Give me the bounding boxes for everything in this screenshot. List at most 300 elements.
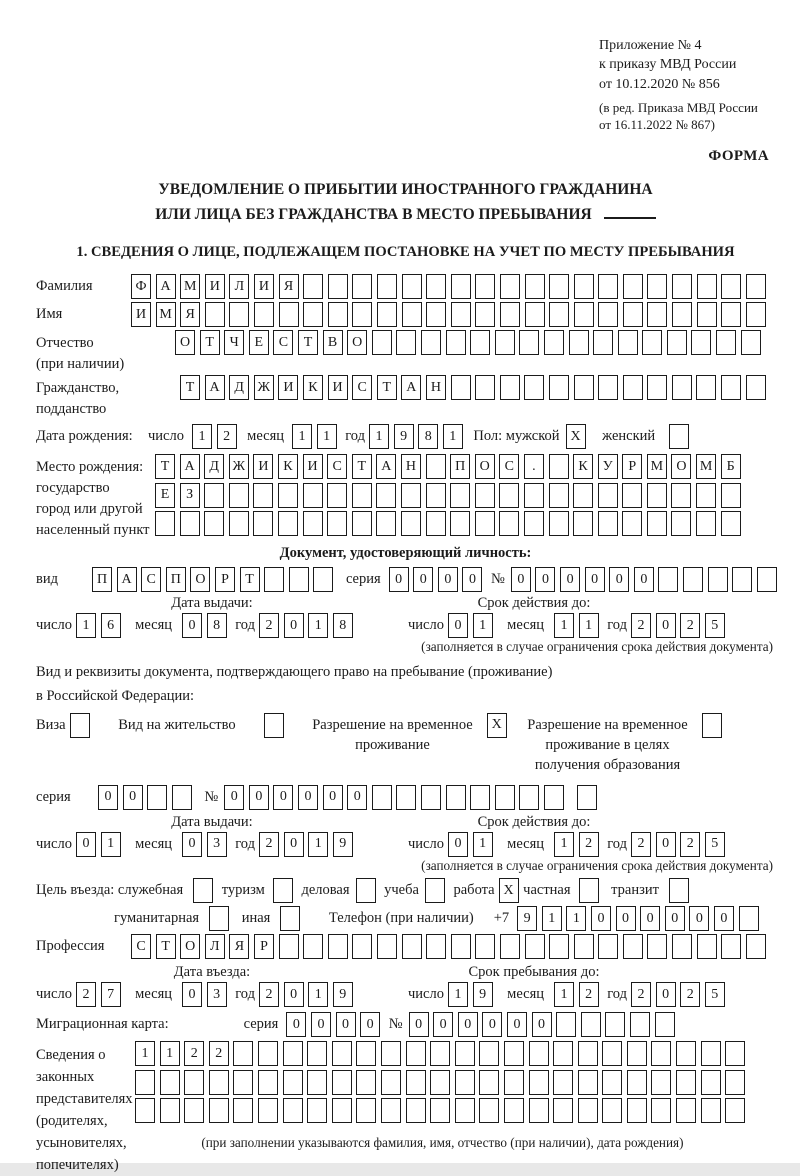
form-cell[interactable]: М (696, 454, 716, 479)
form-cell[interactable] (455, 1070, 475, 1095)
form-cell[interactable]: 0 (656, 832, 676, 857)
form-cell[interactable]: 0 (448, 613, 468, 638)
form-cell[interactable] (598, 302, 618, 327)
form-cell[interactable] (549, 511, 569, 536)
id-series-cells[interactable] (389, 567, 487, 592)
form-cell[interactable]: 1 (554, 982, 574, 1007)
form-cell[interactable]: Е (155, 483, 175, 508)
permit-valid-month-cells[interactable] (554, 832, 603, 857)
form-cell[interactable] (289, 567, 309, 592)
form-cell[interactable]: X (566, 424, 586, 449)
form-cell[interactable] (701, 1098, 721, 1123)
form-cell[interactable]: 1 (192, 424, 212, 449)
purpose-business-checkbox[interactable] (356, 878, 381, 903)
permit-series-cells[interactable] (98, 785, 196, 810)
form-cell[interactable]: Ж (229, 454, 249, 479)
form-cell[interactable] (598, 934, 618, 959)
form-cell[interactable] (450, 511, 470, 536)
form-cell[interactable] (425, 878, 445, 903)
form-cell[interactable] (647, 934, 667, 959)
form-cell[interactable] (381, 1098, 401, 1123)
form-cell[interactable] (574, 375, 594, 400)
form-cell[interactable]: 1 (554, 613, 574, 638)
form-cell[interactable]: 6 (101, 613, 121, 638)
form-cell[interactable] (605, 1012, 625, 1037)
form-cell[interactable] (598, 483, 618, 508)
form-cell[interactable]: 2 (680, 982, 700, 1007)
form-cell[interactable] (746, 934, 766, 959)
form-cell[interactable]: С (352, 375, 372, 400)
form-cell[interactable] (691, 330, 711, 355)
form-cell[interactable] (647, 511, 667, 536)
id-issue-year-cells[interactable] (259, 613, 357, 638)
form-cell[interactable] (376, 483, 396, 508)
form-cell[interactable] (279, 934, 299, 959)
form-cell[interactable]: И (131, 302, 151, 327)
form-cell[interactable] (402, 302, 422, 327)
form-cell[interactable]: Л (205, 934, 225, 959)
form-cell[interactable] (455, 1041, 475, 1066)
form-cell[interactable] (278, 483, 298, 508)
form-cell[interactable] (697, 274, 717, 299)
form-cell[interactable] (553, 1070, 573, 1095)
form-cell[interactable]: А (376, 454, 396, 479)
form-cell[interactable] (622, 483, 642, 508)
form-cell[interactable]: Т (240, 567, 260, 592)
form-cell[interactable]: Д (204, 454, 224, 479)
form-cell[interactable]: 2 (631, 613, 651, 638)
form-cell[interactable] (451, 375, 471, 400)
entry-month-cells[interactable] (182, 982, 231, 1007)
form-cell[interactable] (578, 1070, 598, 1095)
form-cell[interactable] (622, 511, 642, 536)
form-cell[interactable] (451, 274, 471, 299)
form-cell[interactable] (352, 511, 372, 536)
form-cell[interactable] (204, 511, 224, 536)
form-cell[interactable] (676, 1098, 696, 1123)
migration-series-cells[interactable] (286, 1012, 384, 1037)
form-cell[interactable] (451, 934, 471, 959)
form-cell[interactable] (258, 1041, 278, 1066)
form-cell[interactable]: М (647, 454, 667, 479)
form-cell[interactable] (328, 934, 348, 959)
purpose-work-checkbox[interactable] (499, 878, 524, 903)
form-cell[interactable] (426, 274, 446, 299)
form-cell[interactable] (721, 934, 741, 959)
form-cell[interactable]: И (253, 454, 273, 479)
form-cell[interactable] (475, 375, 495, 400)
residence-permit-checkbox[interactable] (264, 713, 289, 738)
form-cell[interactable]: Я (229, 934, 249, 959)
form-cell[interactable]: П (450, 454, 470, 479)
form-cell[interactable] (352, 483, 372, 508)
form-cell[interactable] (549, 934, 569, 959)
form-cell[interactable]: 0 (714, 906, 734, 931)
form-cell[interactable] (352, 934, 372, 959)
permit-issue-month-cells[interactable] (182, 832, 231, 857)
form-cell[interactable] (381, 1070, 401, 1095)
form-cell[interactable] (401, 511, 421, 536)
form-cell[interactable]: 0 (284, 613, 304, 638)
form-cell[interactable]: А (117, 567, 137, 592)
form-cell[interactable] (500, 302, 520, 327)
form-cell[interactable]: Я (180, 302, 200, 327)
form-cell[interactable] (303, 483, 323, 508)
form-cell[interactable] (579, 878, 599, 903)
form-cell[interactable] (426, 454, 446, 479)
form-cell[interactable]: 9 (333, 832, 353, 857)
form-cell[interactable] (356, 1070, 376, 1095)
form-cell[interactable]: И (278, 375, 298, 400)
purpose-other-checkbox[interactable] (280, 906, 305, 931)
form-cell[interactable] (672, 375, 692, 400)
form-cell[interactable] (372, 330, 392, 355)
form-cell[interactable]: 8 (418, 424, 438, 449)
form-cell[interactable] (739, 906, 759, 931)
form-cell[interactable]: 9 (333, 982, 353, 1007)
form-cell[interactable] (430, 1041, 450, 1066)
form-cell[interactable] (278, 511, 298, 536)
form-cell[interactable] (618, 330, 638, 355)
form-cell[interactable] (651, 1041, 671, 1066)
form-cell[interactable] (495, 330, 515, 355)
form-cell[interactable] (651, 1098, 671, 1123)
form-cell[interactable] (553, 1098, 573, 1123)
id-valid-month-cells[interactable] (554, 613, 603, 638)
form-cell[interactable] (708, 567, 728, 592)
form-cell[interactable] (283, 1041, 303, 1066)
form-cell[interactable] (352, 274, 372, 299)
form-cell[interactable] (233, 1098, 253, 1123)
form-cell[interactable]: И (254, 274, 274, 299)
form-cell[interactable] (381, 1041, 401, 1066)
form-cell[interactable] (529, 1070, 549, 1095)
form-cell[interactable] (426, 934, 446, 959)
form-cell[interactable] (725, 1098, 745, 1123)
form-cell[interactable] (716, 330, 736, 355)
form-cell[interactable]: 9 (394, 424, 414, 449)
form-cell[interactable] (283, 1070, 303, 1095)
form-cell[interactable]: 0 (76, 832, 96, 857)
form-cell[interactable]: 0 (284, 982, 304, 1007)
form-cell[interactable] (500, 375, 520, 400)
form-cell[interactable] (696, 375, 716, 400)
form-cell[interactable] (450, 483, 470, 508)
form-cell[interactable]: 0 (311, 1012, 331, 1037)
form-cell[interactable] (307, 1070, 327, 1095)
form-cell[interactable]: П (166, 567, 186, 592)
form-cell[interactable]: 1 (308, 832, 328, 857)
form-cell[interactable]: 1 (579, 613, 599, 638)
form-cell[interactable] (475, 511, 495, 536)
form-cell[interactable]: 0 (656, 982, 676, 1007)
temp-residence-education-checkbox[interactable] (702, 713, 727, 738)
form-cell[interactable]: 0 (458, 1012, 478, 1037)
form-cell[interactable] (671, 483, 691, 508)
form-cell[interactable]: Т (200, 330, 220, 355)
form-cell[interactable] (573, 483, 593, 508)
form-cell[interactable]: 0 (616, 906, 636, 931)
form-cell[interactable] (598, 375, 618, 400)
form-cell[interactable] (446, 330, 466, 355)
form-cell[interactable]: 0 (347, 785, 367, 810)
form-cell[interactable] (193, 878, 213, 903)
form-cell[interactable] (451, 302, 471, 327)
form-cell[interactable] (672, 274, 692, 299)
form-cell[interactable]: И (328, 375, 348, 400)
form-cell[interactable]: 7 (101, 982, 121, 1007)
form-cell[interactable]: Р (215, 567, 235, 592)
form-cell[interactable] (327, 511, 347, 536)
form-cell[interactable]: О (671, 454, 691, 479)
form-cell[interactable] (328, 302, 348, 327)
form-cell[interactable]: К (573, 454, 593, 479)
purpose-study-checkbox[interactable] (425, 878, 450, 903)
form-cell[interactable]: 1 (473, 832, 493, 857)
form-cell[interactable]: Н (426, 375, 446, 400)
birth-day-cells[interactable] (192, 424, 241, 449)
patronymic-cells[interactable] (175, 330, 765, 355)
form-cell[interactable]: Ф (131, 274, 151, 299)
form-cell[interactable]: Ж (254, 375, 274, 400)
form-cell[interactable]: 0 (665, 906, 685, 931)
form-cell[interactable] (623, 375, 643, 400)
form-cell[interactable]: Т (180, 375, 200, 400)
form-cell[interactable]: К (303, 375, 323, 400)
form-cell[interactable] (525, 302, 545, 327)
form-cell[interactable]: 0 (249, 785, 269, 810)
form-cell[interactable]: М (180, 274, 200, 299)
form-cell[interactable] (475, 483, 495, 508)
form-cell[interactable] (721, 302, 741, 327)
permit-valid-year-cells[interactable] (631, 832, 729, 857)
form-cell[interactable]: Е (249, 330, 269, 355)
form-cell[interactable] (741, 330, 761, 355)
form-cell[interactable] (160, 1070, 180, 1095)
form-cell[interactable]: 3 (207, 832, 227, 857)
form-cell[interactable] (651, 1070, 671, 1095)
form-cell[interactable] (697, 934, 717, 959)
form-cell[interactable] (598, 274, 618, 299)
form-cell[interactable] (573, 511, 593, 536)
form-cell[interactable] (70, 713, 90, 738)
form-cell[interactable]: 0 (609, 567, 629, 592)
form-cell[interactable]: 2 (631, 832, 651, 857)
form-cell[interactable] (655, 1012, 675, 1037)
form-cell[interactable] (525, 934, 545, 959)
form-cell[interactable] (519, 330, 539, 355)
stay-month-cells[interactable] (554, 982, 603, 1007)
form-cell[interactable] (623, 934, 643, 959)
form-cell[interactable] (479, 1070, 499, 1095)
form-cell[interactable] (258, 1070, 278, 1095)
form-cell[interactable]: 1 (542, 906, 562, 931)
form-cell[interactable] (446, 785, 466, 810)
form-cell[interactable] (667, 330, 687, 355)
form-cell[interactable]: 1 (135, 1041, 155, 1066)
form-cell[interactable] (642, 330, 662, 355)
form-cell[interactable] (356, 1098, 376, 1123)
form-cell[interactable] (303, 934, 323, 959)
form-cell[interactable] (406, 1070, 426, 1095)
form-cell[interactable] (377, 934, 397, 959)
form-cell[interactable]: 0 (560, 567, 580, 592)
form-cell[interactable] (209, 906, 229, 931)
form-cell[interactable]: 1 (473, 613, 493, 638)
form-cell[interactable] (356, 1041, 376, 1066)
form-cell[interactable] (376, 511, 396, 536)
form-cell[interactable]: 9 (473, 982, 493, 1007)
form-cell[interactable]: 0 (336, 1012, 356, 1037)
form-cell[interactable]: З (180, 483, 200, 508)
form-cell[interactable] (647, 274, 667, 299)
form-cell[interactable]: 0 (511, 567, 531, 592)
form-cell[interactable]: 1 (317, 424, 337, 449)
form-cell[interactable] (401, 483, 421, 508)
form-cell[interactable]: 5 (705, 832, 725, 857)
form-cell[interactable] (746, 274, 766, 299)
form-cell[interactable] (525, 274, 545, 299)
form-cell[interactable]: Т (155, 454, 175, 479)
form-cell[interactable] (529, 1098, 549, 1123)
form-cell[interactable]: Б (721, 454, 741, 479)
form-cell[interactable]: 1 (308, 613, 328, 638)
form-cell[interactable] (229, 483, 249, 508)
stay-day-cells[interactable] (448, 982, 497, 1007)
form-cell[interactable] (746, 375, 766, 400)
form-cell[interactable]: 0 (182, 982, 202, 1007)
form-cell[interactable] (184, 1098, 204, 1123)
form-cell[interactable] (732, 567, 752, 592)
form-cell[interactable] (229, 511, 249, 536)
form-cell[interactable] (475, 302, 495, 327)
id-valid-day-cells[interactable] (448, 613, 497, 638)
form-cell[interactable] (332, 1098, 352, 1123)
form-cell[interactable]: 0 (507, 1012, 527, 1037)
form-cell[interactable] (676, 1070, 696, 1095)
form-cell[interactable] (303, 511, 323, 536)
form-cell[interactable]: 2 (76, 982, 96, 1007)
citizenship-cells[interactable] (180, 375, 770, 400)
form-cell[interactable]: X (487, 713, 507, 738)
form-cell[interactable]: Т (352, 454, 372, 479)
form-cell[interactable] (504, 1041, 524, 1066)
form-cell[interactable] (313, 567, 333, 592)
form-cell[interactable]: 0 (224, 785, 244, 810)
form-cell[interactable]: Т (156, 934, 176, 959)
form-cell[interactable]: Р (254, 934, 274, 959)
form-cell[interactable] (702, 713, 722, 738)
form-cell[interactable] (672, 302, 692, 327)
form-cell[interactable] (602, 1098, 622, 1123)
form-cell[interactable]: М (156, 302, 176, 327)
form-cell[interactable] (426, 511, 446, 536)
form-cell[interactable]: О (475, 454, 495, 479)
form-cell[interactable] (372, 785, 392, 810)
form-cell[interactable]: 0 (286, 1012, 306, 1037)
rep-cells-1[interactable] (135, 1041, 750, 1066)
form-cell[interactable] (701, 1070, 721, 1095)
form-cell[interactable] (671, 511, 691, 536)
form-cell[interactable] (574, 302, 594, 327)
form-cell[interactable] (479, 1041, 499, 1066)
form-cell[interactable] (475, 274, 495, 299)
form-cell[interactable]: 0 (360, 1012, 380, 1037)
form-cell[interactable]: А (180, 454, 200, 479)
form-cell[interactable] (549, 375, 569, 400)
form-cell[interactable]: 2 (209, 1041, 229, 1066)
form-cell[interactable]: И (303, 454, 323, 479)
form-cell[interactable] (577, 785, 597, 810)
permit-number-extra-cell[interactable] (577, 785, 602, 810)
form-cell[interactable]: 1 (101, 832, 121, 857)
form-cell[interactable] (303, 302, 323, 327)
form-cell[interactable] (696, 483, 716, 508)
form-cell[interactable]: 2 (259, 982, 279, 1007)
form-cell[interactable]: Д (229, 375, 249, 400)
form-cell[interactable] (676, 1041, 696, 1066)
form-cell[interactable] (352, 302, 372, 327)
form-cell[interactable]: 2 (680, 613, 700, 638)
form-cell[interactable] (470, 785, 490, 810)
form-cell[interactable]: 1 (554, 832, 574, 857)
form-cell[interactable]: 0 (462, 567, 482, 592)
form-cell[interactable] (253, 483, 273, 508)
form-cell[interactable] (544, 785, 564, 810)
sex-female-checkbox[interactable] (669, 424, 694, 449)
given-name-cells[interactable] (131, 302, 770, 327)
form-cell[interactable]: 0 (323, 785, 343, 810)
purpose-tourism-checkbox[interactable] (273, 878, 298, 903)
form-cell[interactable]: К (278, 454, 298, 479)
form-cell[interactable]: 0 (634, 567, 654, 592)
form-cell[interactable]: 0 (273, 785, 293, 810)
id-number-cells[interactable] (511, 567, 782, 592)
form-cell[interactable] (647, 302, 667, 327)
form-cell[interactable] (499, 483, 519, 508)
form-cell[interactable] (402, 274, 422, 299)
form-cell[interactable]: 0 (389, 567, 409, 592)
sex-male-checkbox[interactable] (566, 424, 591, 449)
form-cell[interactable] (307, 1098, 327, 1123)
form-cell[interactable]: 0 (98, 785, 118, 810)
form-cell[interactable] (184, 1070, 204, 1095)
form-cell[interactable]: 1 (76, 613, 96, 638)
visa-checkbox[interactable] (70, 713, 95, 738)
form-cell[interactable] (135, 1098, 155, 1123)
form-cell[interactable]: 2 (631, 982, 651, 1007)
form-cell[interactable]: В (323, 330, 343, 355)
form-cell[interactable] (721, 483, 741, 508)
form-cell[interactable] (574, 934, 594, 959)
form-cell[interactable]: 1 (448, 982, 468, 1007)
form-cell[interactable] (647, 375, 667, 400)
form-cell[interactable] (406, 1098, 426, 1123)
permit-issue-year-cells[interactable] (259, 832, 357, 857)
form-cell[interactable]: С (499, 454, 519, 479)
form-cell[interactable]: 0 (532, 1012, 552, 1037)
form-cell[interactable]: О (175, 330, 195, 355)
id-valid-year-cells[interactable] (631, 613, 729, 638)
form-cell[interactable]: А (156, 274, 176, 299)
form-cell[interactable] (696, 511, 716, 536)
form-cell[interactable]: А (205, 375, 225, 400)
form-cell[interactable]: Н (401, 454, 421, 479)
birthplace-cells-3[interactable] (155, 511, 745, 536)
form-cell[interactable]: . (524, 454, 544, 479)
form-cell[interactable] (549, 302, 569, 327)
form-cell[interactable] (280, 906, 300, 931)
